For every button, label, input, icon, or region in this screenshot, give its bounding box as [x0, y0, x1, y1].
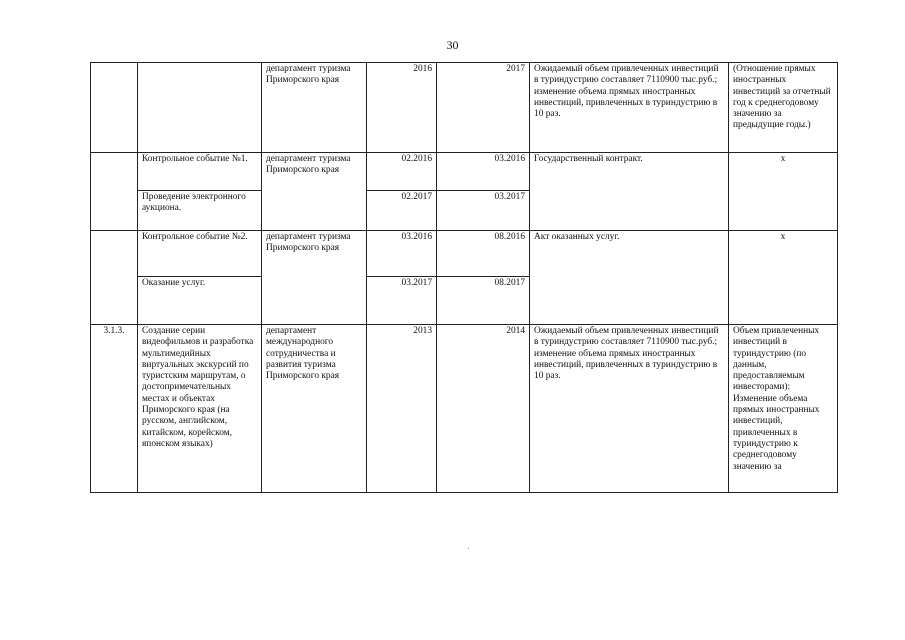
responsible-cell: департамент туризма Приморского края — [262, 153, 367, 231]
item-name-cell: Контрольное событие №1. — [138, 153, 262, 191]
item-name-cell — [138, 63, 262, 153]
responsible-cell: департамент туризма Приморского края — [262, 63, 367, 153]
indicator-cell: x — [729, 153, 838, 231]
end-date-cell: 08.2016 — [437, 231, 530, 277]
indicator-cell: (Отношение прямых иностранных инвестиций за отчетный год к среднегодовому значению за предыдущие годы.) — [729, 63, 838, 153]
page-number: 30 — [446, 38, 459, 52]
item-name-cell: Оказание услуг. — [138, 277, 262, 325]
item-name-cell: Контрольное событие №2. — [138, 231, 262, 277]
table-row — [91, 153, 838, 191]
result-cell: Ожидаемый объем привлеченных инвестиций в туриндустрию составляет 7110900 тыс.руб.; изменение объема прямых иностранных инвестиций, привлеченных в туриндустрию в 10 раз. — [530, 325, 729, 493]
item-number-cell: 3.1.3. — [91, 325, 138, 493]
start-date-cell: 03.2017 — [367, 277, 437, 325]
activities-table — [90, 62, 838, 493]
start-date-cell: 02.2016 — [367, 153, 437, 191]
table-row — [91, 63, 838, 153]
start-date-cell: 2013 — [367, 325, 437, 493]
table-row — [91, 325, 838, 493]
end-date-cell: 03.2016 — [437, 153, 530, 191]
responsible-cell: департамент международного сотрудничества и развития туризма Приморского края — [262, 325, 367, 493]
end-date-cell: 03.2017 — [437, 191, 530, 231]
result-cell: Ожидаемый объем привлеченных инвестиций в туриндустрию составляет 7110900 тыс.руб.; изменение объема прямых иностранных инвестиций, привлеченных в туриндустрию в 10 раз. — [530, 63, 729, 153]
item-number-cell — [91, 231, 138, 325]
indicator-cell: Объем привлеченных инвестиций в туриндустрию (по данным, предоставляемым инвесторами): Изменение объема прямых иностранных инвестиций, привлеченных в туриндустрию к среднегодовому значению за — [729, 325, 838, 493]
responsible-cell: департамент туризма Приморского края — [262, 231, 367, 325]
end-date-cell: 2014 — [437, 325, 530, 493]
table-row — [91, 231, 838, 277]
start-date-cell: 02.2017 — [367, 191, 437, 231]
end-date-cell: 08.2017 — [437, 277, 530, 325]
scan-speck — [468, 548, 469, 549]
end-date-cell: 2017 — [437, 63, 530, 153]
item-name-cell: Создание серии видеофильмов и разработка мультимедийных виртуальных экскурсий по туристским маршрутам, о достопримечательных местах и объектах Приморского края (на русском, английском, китайском, корейском, японском языках) — [138, 325, 262, 493]
start-date-cell: 03.2016 — [367, 231, 437, 277]
start-date-cell: 2016 — [367, 63, 437, 153]
item-number-cell — [91, 153, 138, 231]
item-name-cell: Проведение электронного аукциона. — [138, 191, 262, 231]
result-cell: Акт оказанных услуг. — [530, 231, 729, 325]
result-cell: Государственный контракт. — [530, 153, 729, 231]
item-number-cell — [91, 63, 138, 153]
indicator-cell: x — [729, 231, 838, 325]
